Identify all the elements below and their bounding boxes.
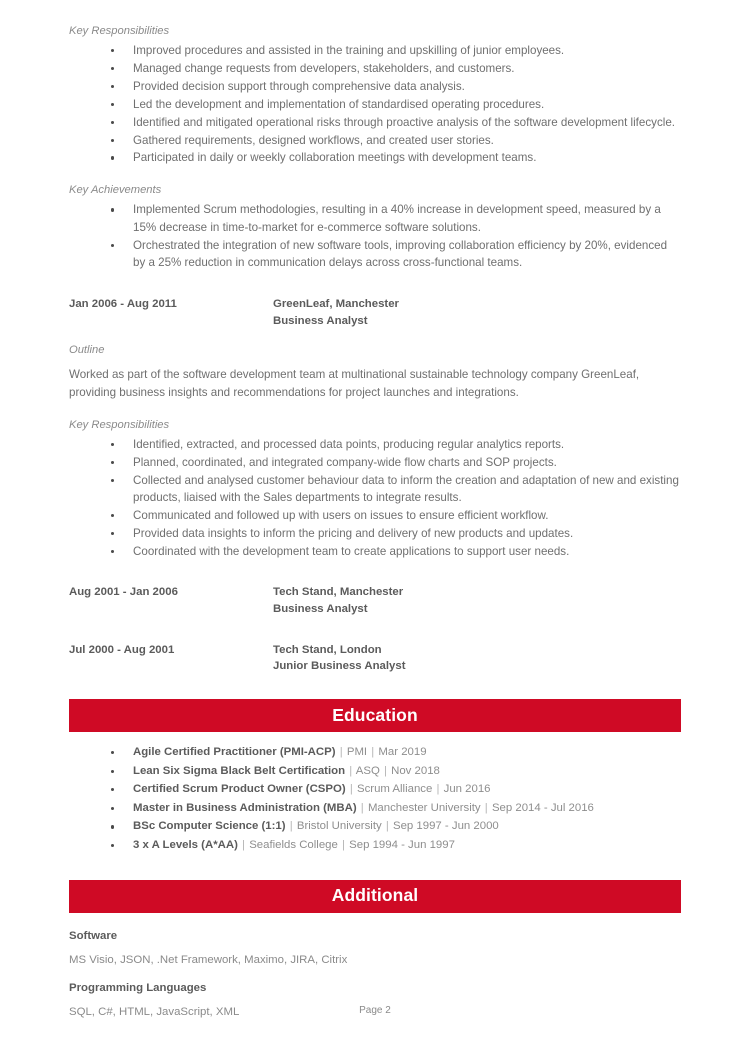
list-item (69, 800, 681, 817)
job-dates: Aug 2001 - Jan 2006 (69, 586, 178, 599)
education-institution: PMI (346, 746, 368, 759)
job-title: Business Analyst (273, 603, 368, 616)
list-item: Managed change requests from developers, stakeholders, and customers. (69, 60, 681, 77)
spacer (69, 856, 681, 880)
section-header-additional (69, 880, 681, 913)
list-item (69, 763, 681, 780)
additional-group-label-programming-languages: Programming Languages (69, 981, 207, 994)
job-entry-tech-stand-manchester (69, 584, 681, 617)
spacer (69, 618, 681, 642)
education-name: Agile Certified Practitioner (PMI-ACP) (133, 746, 336, 759)
outline-text: Worked as part of the software development team at multinational sustainable technology company GreenLeaf, providing business insights and recommendations for project launches and integrations. (69, 368, 640, 400)
spacer (69, 969, 681, 981)
education-name: 3 x A Levels (A*AA) (133, 839, 238, 852)
job-dates: Jul 2000 - Aug 2001 (69, 643, 175, 656)
key-achievements-list (69, 201, 681, 271)
list-item: Identified and mitigated operational risks through proactive analysis of the software development lifecycle. (69, 114, 681, 131)
education-name: BSc Computer Science (1:1) (133, 820, 286, 833)
list-item: Coordinated with the development team to create applications to support user needs. (69, 543, 681, 560)
job-entry-greenleaf (69, 296, 681, 329)
outline-label: Outline (69, 344, 105, 357)
education-dates: Sep 1994 - Jun 1997 (349, 839, 455, 852)
separator: | (339, 746, 343, 759)
spacer (69, 358, 681, 366)
list-item: Improved procedures and assisted in the training and upskilling of junior employees. (69, 42, 681, 59)
separator: | (349, 783, 353, 796)
education-dates: Sep 2014 - Jul 2016 (491, 801, 594, 814)
separator: | (371, 746, 375, 759)
list-item: Provided decision support through comprehensive data analysis. (69, 78, 681, 95)
job-details (273, 296, 681, 329)
additional-group-value-programming-languages: SQL, C#, HTML, JavaScript, XML (69, 1005, 240, 1018)
education-name: Master in Business Administration (MBA) (133, 801, 357, 814)
education-dates: Jun 2016 (443, 783, 491, 796)
page-number-label: Page 2 (359, 1005, 391, 1016)
key-responsibilities-label-2: Key Responsibilities (69, 418, 170, 431)
job-company: GreenLeaf, Manchester (273, 298, 399, 311)
education-institution: ASQ (355, 764, 380, 777)
spacer (69, 560, 681, 584)
separator: | (242, 839, 246, 852)
section-title: Education (332, 704, 418, 725)
spacer (69, 913, 681, 929)
spacer (69, 945, 681, 953)
separator: | (484, 801, 488, 814)
education-dates: Nov 2018 (391, 764, 440, 777)
key-responsibilities-list-1 (69, 42, 681, 167)
top-spacer (69, 0, 681, 24)
education-name: Certified Scrum Product Owner (CSPO) (133, 783, 346, 796)
section-title: Additional (331, 885, 419, 906)
separator: | (349, 764, 353, 777)
key-responsibilities-label-1: Key Responsibilities (69, 25, 170, 37)
separator: | (360, 801, 364, 814)
list-item (69, 837, 681, 854)
separator: | (289, 820, 293, 833)
separator: | (383, 764, 387, 777)
education-institution: Manchester University (367, 801, 481, 814)
job-entry-tech-stand-london (69, 642, 681, 675)
list-item: Identified, extracted, and processed data points, producing regular analytics reports. (69, 436, 681, 453)
separator: | (436, 783, 440, 796)
job-company: Tech Stand, London (273, 643, 382, 656)
list-item: Collected and analysed customer behaviour data to inform the creation and adaptation of new and existing products, liaised with the Sales departments to integrate results. (69, 472, 681, 507)
list-item (69, 818, 681, 835)
education-institution: Scrum Alliance (356, 783, 433, 796)
job-title: Business Analyst (273, 314, 368, 327)
spacer (69, 732, 681, 744)
job-details (273, 584, 681, 617)
key-achievements-label: Key Achievements (69, 184, 162, 197)
list-item: Gathered requirements, designed workflows, and created user stories. (69, 132, 681, 149)
education-institution: Bristol University (296, 820, 382, 833)
key-responsibilities-list-2 (69, 436, 681, 560)
education-name: Lean Six Sigma Black Belt Certification (133, 764, 346, 777)
list-item: Participated in daily or weekly collaboration meetings with development teams. (69, 149, 681, 166)
separator: | (342, 839, 345, 852)
list-item (69, 744, 681, 761)
list-item: Led the development and implementation of standardised operating procedures. (69, 96, 681, 113)
education-dates: Mar 2019 (378, 746, 427, 759)
list-item (69, 781, 681, 798)
list-item: Implemented Scrum methodologies, resulting in a 40% increase in development speed, measured by a 15% decrease in time-to-market for e-commerce software solutions. (69, 201, 681, 236)
spacer (69, 167, 681, 183)
list-item: Communicated and followed up with users on issues to ensure efficient workflow. (69, 507, 681, 524)
additional-group-label-software: Software (69, 929, 118, 942)
list-item: Provided data insights to inform the pricing and delivery of new products and updates. (69, 525, 681, 542)
list-item: Planned, coordinated, and integrated company-wide flow charts and SOP projects. (69, 454, 681, 471)
spacer (69, 402, 681, 418)
section-header-education (69, 699, 681, 732)
job-dates: Jan 2006 - Aug 2011 (69, 298, 177, 311)
job-details (273, 642, 681, 675)
page-footer (0, 1005, 750, 1016)
spacer (69, 272, 681, 296)
job-title: Junior Business Analyst (273, 660, 406, 673)
spacer (69, 997, 681, 1005)
education-institution: Seafields College (249, 839, 338, 852)
list-item: Orchestrated the integration of new software tools, improving collaboration efficiency by 20%, evidenced by a 25% reduction in communication delays across cross-functional teams. (69, 237, 681, 272)
spacer (69, 675, 681, 699)
education-list (69, 744, 681, 854)
separator: | (385, 820, 389, 833)
additional-group-value-software: MS Visio, JSON, .Net Framework, Maximo, JIRA, Citrix (69, 953, 348, 966)
job-company: Tech Stand, Manchester (273, 586, 404, 599)
education-dates: Sep 1997 - Jun 2000 (393, 820, 499, 833)
spacer (69, 329, 681, 343)
